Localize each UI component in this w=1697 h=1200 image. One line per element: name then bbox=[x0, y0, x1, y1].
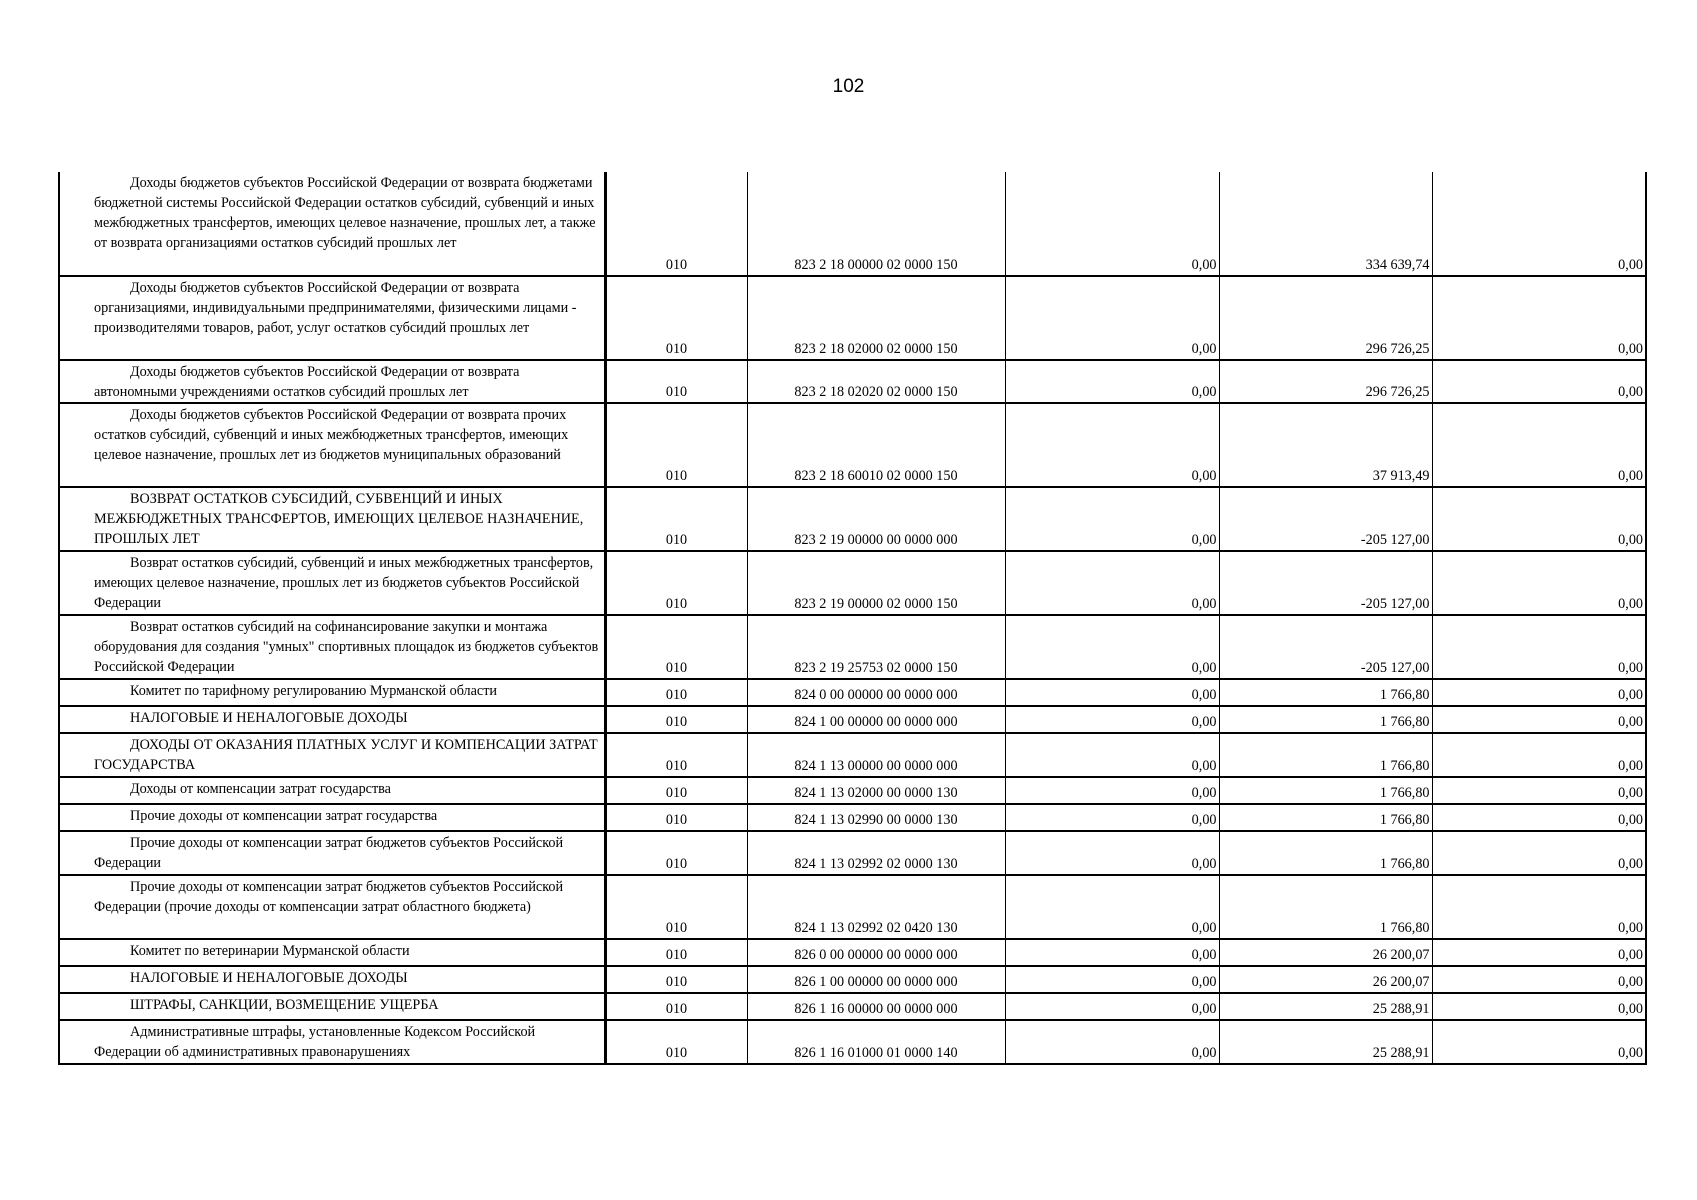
income-name-cell: Прочие доходы от компенсации затрат бюджетов субъектов Российской Федерации bbox=[59, 831, 605, 875]
amount-cell-1: 0,00 bbox=[1005, 403, 1219, 487]
table-row bbox=[59, 1020, 1646, 1064]
line-code-cell: 010 bbox=[605, 875, 747, 939]
income-name-cell: Доходы от компенсации затрат государства bbox=[59, 777, 605, 804]
income-name-cell: Прочие доходы от компенсации затрат бюджетов субъектов Российской Федерации (прочие доходы от компенсации затрат областного бюджета) bbox=[59, 875, 605, 939]
income-name-cell: Административные штрафы, установленные Кодексом Российской Федерации об административных правонарушениях bbox=[59, 1020, 605, 1064]
amount-cell-2: 1 766,80 bbox=[1219, 875, 1432, 939]
amount-cell-2: -205 127,00 bbox=[1219, 551, 1432, 615]
line-code-cell: 010 bbox=[605, 487, 747, 551]
line-code-cell: 010 bbox=[605, 172, 747, 276]
line-code-cell: 010 bbox=[605, 360, 747, 403]
income-name-cell: Возврат остатков субсидий, субвенций и иных межбюджетных трансфертов, имеющих целевое назначение, прошлых лет из бюджетов субъектов Российской Федерации bbox=[59, 551, 605, 615]
budget-classification-code-cell: 826 0 00 00000 00 0000 000 bbox=[747, 939, 1005, 966]
amount-cell-2: 1 766,80 bbox=[1219, 804, 1432, 831]
amount-cell-3: 0,00 bbox=[1432, 804, 1646, 831]
table-row bbox=[59, 615, 1646, 679]
amount-cell-1: 0,00 bbox=[1005, 777, 1219, 804]
amount-cell-2: 37 913,49 bbox=[1219, 403, 1432, 487]
amount-cell-3: 0,00 bbox=[1432, 777, 1646, 804]
line-code-cell: 010 bbox=[605, 679, 747, 706]
amount-cell-1: 0,00 bbox=[1005, 172, 1219, 276]
amount-cell-2: 26 200,07 bbox=[1219, 939, 1432, 966]
budget-classification-code-cell: 823 2 18 00000 02 0000 150 bbox=[747, 172, 1005, 276]
amount-cell-3: 0,00 bbox=[1432, 172, 1646, 276]
table-row bbox=[59, 551, 1646, 615]
amount-cell-3: 0,00 bbox=[1432, 1020, 1646, 1064]
amount-cell-1: 0,00 bbox=[1005, 615, 1219, 679]
amount-cell-1: 0,00 bbox=[1005, 993, 1219, 1020]
page-number: 102 bbox=[832, 76, 865, 97]
amount-cell-1: 0,00 bbox=[1005, 706, 1219, 733]
income-name-cell: Доходы бюджетов субъектов Российской Федерации от возврата автономными учреждениями остатков субсидий прошлых лет bbox=[59, 360, 605, 403]
amount-cell-2: 1 766,80 bbox=[1219, 733, 1432, 777]
amount-cell-1: 0,00 bbox=[1005, 939, 1219, 966]
table-row bbox=[59, 875, 1646, 939]
amount-cell-1: 0,00 bbox=[1005, 276, 1219, 360]
line-code-cell: 010 bbox=[605, 403, 747, 487]
table-row bbox=[59, 733, 1646, 777]
income-name-cell: Комитет по ветеринарии Мурманской области bbox=[59, 939, 605, 966]
amount-cell-3: 0,00 bbox=[1432, 487, 1646, 551]
amount-cell-3: 0,00 bbox=[1432, 939, 1646, 966]
line-code-cell: 010 bbox=[605, 733, 747, 777]
budget-classification-code-cell: 823 2 19 00000 00 0000 000 bbox=[747, 487, 1005, 551]
budget-classification-code-cell: 824 1 13 02992 02 0420 130 bbox=[747, 875, 1005, 939]
amount-cell-3: 0,00 bbox=[1432, 679, 1646, 706]
line-code-cell: 010 bbox=[605, 966, 747, 993]
budget-classification-code-cell: 823 2 18 02020 02 0000 150 bbox=[747, 360, 1005, 403]
amount-cell-3: 0,00 bbox=[1432, 615, 1646, 679]
amount-cell-2: 334 639,74 bbox=[1219, 172, 1432, 276]
amount-cell-3: 0,00 bbox=[1432, 966, 1646, 993]
amount-cell-1: 0,00 bbox=[1005, 831, 1219, 875]
amount-cell-1: 0,00 bbox=[1005, 679, 1219, 706]
budget-classification-code-cell: 824 1 00 00000 00 0000 000 bbox=[747, 706, 1005, 733]
amount-cell-2: -205 127,00 bbox=[1219, 487, 1432, 551]
line-code-cell: 010 bbox=[605, 939, 747, 966]
amount-cell-2: 296 726,25 bbox=[1219, 360, 1432, 403]
line-code-cell: 010 bbox=[605, 1020, 747, 1064]
budget-classification-code-cell: 823 2 18 60010 02 0000 150 bbox=[747, 403, 1005, 487]
budget-classification-code-cell: 824 0 00 00000 00 0000 000 bbox=[747, 679, 1005, 706]
table-row bbox=[59, 403, 1646, 487]
amount-cell-1: 0,00 bbox=[1005, 966, 1219, 993]
budget-classification-code-cell: 823 2 19 25753 02 0000 150 bbox=[747, 615, 1005, 679]
amount-cell-1: 0,00 bbox=[1005, 1020, 1219, 1064]
amount-cell-3: 0,00 bbox=[1432, 733, 1646, 777]
table-row bbox=[59, 679, 1646, 706]
income-name-cell: ДОХОДЫ ОТ ОКАЗАНИЯ ПЛАТНЫХ УСЛУГ И КОМПЕНСАЦИИ ЗАТРАТ ГОСУДАРСТВА bbox=[59, 733, 605, 777]
amount-cell-1: 0,00 bbox=[1005, 875, 1219, 939]
amount-cell-3: 0,00 bbox=[1432, 551, 1646, 615]
amount-cell-2: -205 127,00 bbox=[1219, 615, 1432, 679]
table-row bbox=[59, 777, 1646, 804]
table-row bbox=[59, 966, 1646, 993]
amount-cell-3: 0,00 bbox=[1432, 360, 1646, 403]
table-body bbox=[59, 172, 1646, 1064]
amount-cell-2: 1 766,80 bbox=[1219, 679, 1432, 706]
budget-classification-code-cell: 824 1 13 02992 02 0000 130 bbox=[747, 831, 1005, 875]
amount-cell-3: 0,00 bbox=[1432, 706, 1646, 733]
amount-cell-3: 0,00 bbox=[1432, 875, 1646, 939]
amount-cell-2: 25 288,91 bbox=[1219, 1020, 1432, 1064]
line-code-cell: 010 bbox=[605, 804, 747, 831]
income-name-cell: НАЛОГОВЫЕ И НЕНАЛОГОВЫЕ ДОХОДЫ bbox=[59, 966, 605, 993]
table-row bbox=[59, 172, 1646, 276]
amount-cell-2: 1 766,80 bbox=[1219, 777, 1432, 804]
table-row bbox=[59, 804, 1646, 831]
budget-classification-code-cell: 826 1 16 01000 01 0000 140 bbox=[747, 1020, 1005, 1064]
income-name-cell: Прочие доходы от компенсации затрат государства bbox=[59, 804, 605, 831]
income-name-cell: НАЛОГОВЫЕ И НЕНАЛОГОВЫЕ ДОХОДЫ bbox=[59, 706, 605, 733]
amount-cell-3: 0,00 bbox=[1432, 993, 1646, 1020]
line-code-cell: 010 bbox=[605, 551, 747, 615]
income-name-cell: Комитет по тарифному регулированию Мурманской области bbox=[59, 679, 605, 706]
income-name-cell: ВОЗВРАТ ОСТАТКОВ СУБСИДИЙ, СУБВЕНЦИЙ И ИНЫХ МЕЖБЮДЖЕТНЫХ ТРАНСФЕРТОВ, ИМЕЮЩИХ ЦЕЛЕВОЕ НАЗНАЧЕНИЕ, ПРОШЛЫХ ЛЕТ bbox=[59, 487, 605, 551]
line-code-cell: 010 bbox=[605, 706, 747, 733]
income-name-cell: Доходы бюджетов субъектов Российской Федерации от возврата прочих остатков субсидий, субвенций и иных межбюджетных трансфертов, имеющих целевое назначение, прошлых лет из бюджетов муниципальных образований bbox=[59, 403, 605, 487]
income-name-cell: Доходы бюджетов субъектов Российской Федерации от возврата организациями, индивидуальными предпринимателями, физическими лицами - производителями товаров, работ, услуг остатков субсидий прошлых лет bbox=[59, 276, 605, 360]
budget-classification-code-cell: 826 1 16 00000 00 0000 000 bbox=[747, 993, 1005, 1020]
table-row bbox=[59, 276, 1646, 360]
budget-classification-code-cell: 824 1 13 02000 00 0000 130 bbox=[747, 777, 1005, 804]
amount-cell-1: 0,00 bbox=[1005, 804, 1219, 831]
amount-cell-1: 0,00 bbox=[1005, 733, 1219, 777]
budget-classification-code-cell: 824 1 13 00000 00 0000 000 bbox=[747, 733, 1005, 777]
line-code-cell: 010 bbox=[605, 831, 747, 875]
amount-cell-2: 26 200,07 bbox=[1219, 966, 1432, 993]
budget-classification-code-cell: 823 2 18 02000 02 0000 150 bbox=[747, 276, 1005, 360]
amount-cell-3: 0,00 bbox=[1432, 403, 1646, 487]
amount-cell-2: 25 288,91 bbox=[1219, 993, 1432, 1020]
amount-cell-2: 1 766,80 bbox=[1219, 831, 1432, 875]
income-name-cell: Возврат остатков субсидий на софинансирование закупки и монтажа оборудования для создания "умных" спортивных площадок из бюджетов субъектов Российской Федерации bbox=[59, 615, 605, 679]
amount-cell-1: 0,00 bbox=[1005, 551, 1219, 615]
line-code-cell: 010 bbox=[605, 276, 747, 360]
table-row bbox=[59, 487, 1646, 551]
amount-cell-1: 0,00 bbox=[1005, 360, 1219, 403]
table-row bbox=[59, 706, 1646, 733]
budget-classification-code-cell: 824 1 13 02990 00 0000 130 bbox=[747, 804, 1005, 831]
budget-classification-code-cell: 826 1 00 00000 00 0000 000 bbox=[747, 966, 1005, 993]
line-code-cell: 010 bbox=[605, 993, 747, 1020]
table-row bbox=[59, 360, 1646, 403]
budget-classification-code-cell: 823 2 19 00000 02 0000 150 bbox=[747, 551, 1005, 615]
table-row bbox=[59, 831, 1646, 875]
amount-cell-3: 0,00 bbox=[1432, 276, 1646, 360]
amount-cell-3: 0,00 bbox=[1432, 831, 1646, 875]
line-code-cell: 010 bbox=[605, 615, 747, 679]
amount-cell-2: 1 766,80 bbox=[1219, 706, 1432, 733]
amount-cell-1: 0,00 bbox=[1005, 487, 1219, 551]
table-row bbox=[59, 993, 1646, 1020]
amount-cell-2: 296 726,25 bbox=[1219, 276, 1432, 360]
income-name-cell: ШТРАФЫ, САНКЦИИ, ВОЗМЕЩЕНИЕ УЩЕРБА bbox=[59, 993, 605, 1020]
income-name-cell: Доходы бюджетов субъектов Российской Федерации от возврата бюджетами бюджетной системы Российской Федерации остатков субсидий, субвенций и иных межбюджетных трансфертов, имеющих целевое назначение, прошлых лет, а также от возврата организациями остатков субсидий прошлых лет bbox=[59, 172, 605, 276]
table-row bbox=[59, 939, 1646, 966]
line-code-cell: 010 bbox=[605, 777, 747, 804]
income-report-table bbox=[58, 172, 1647, 1065]
